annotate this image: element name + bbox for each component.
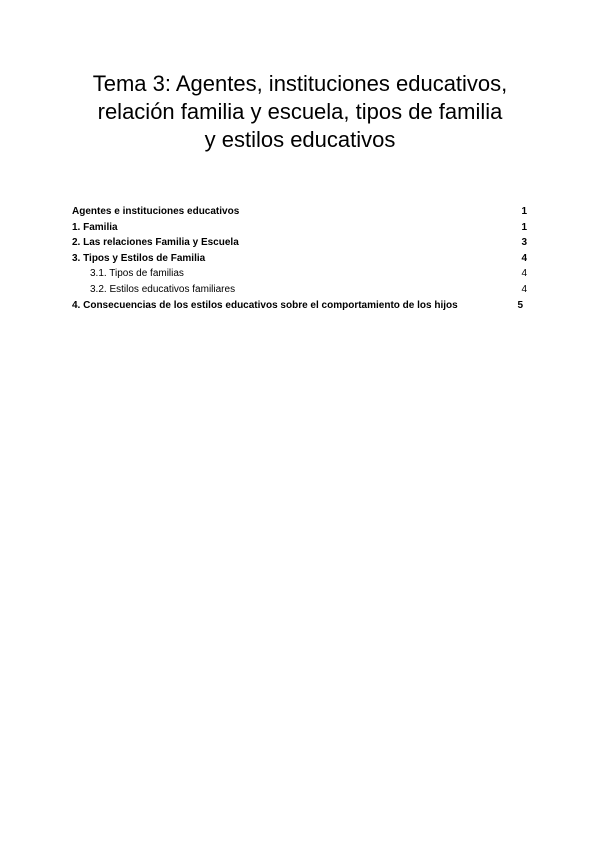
- toc-entry-label: 3.2. Estilos educativos familiares: [90, 283, 236, 295]
- toc-entry-label: 2. Las relaciones Familia y Escuela: [72, 237, 239, 249]
- toc-page-number: 4: [521, 252, 527, 264]
- toc-entry-label: Agentes e instituciones educativos: [72, 206, 240, 217]
- toc-page-number: 4: [521, 283, 527, 295]
- title-line-3: y estilos educativos: [204, 127, 396, 152]
- toc-entry-consecuencias[interactable]: [72, 298, 527, 314]
- toc-entry-estilos-educativos[interactable]: [72, 282, 527, 298]
- toc-entry-label: 1. Familia: [72, 221, 118, 233]
- toc-page-number: 3: [521, 237, 527, 249]
- title-line-2: relación familia y escuela, tipos de familia: [97, 99, 503, 124]
- toc-entry-label: 4. Consecuencias de los estilos educativos sobre el comportamiento de los hijos: [72, 299, 458, 311]
- title-line-1: Tema 3: Agentes, instituciones educativos,: [92, 71, 508, 96]
- toc-page-number: 1: [521, 221, 527, 233]
- toc-page-number: 1: [521, 206, 527, 217]
- toc-entry-tipos-estilos[interactable]: [72, 251, 527, 267]
- toc-entry-tipos-familias[interactable]: [72, 266, 527, 282]
- toc-page-number: 5: [517, 299, 523, 311]
- toc-page-number: 4: [521, 268, 527, 280]
- toc-entry-relaciones[interactable]: [72, 235, 527, 251]
- document-title: [40, 70, 560, 154]
- toc-entry-label: 3. Tipos y Estilos de Familia: [72, 252, 206, 264]
- toc-entry-label: 3.1. Tipos de familias: [90, 268, 184, 280]
- toc-entry-familia[interactable]: [72, 220, 527, 236]
- toc-entry-agentes[interactable]: [72, 204, 527, 220]
- table-of-contents: [72, 204, 527, 313]
